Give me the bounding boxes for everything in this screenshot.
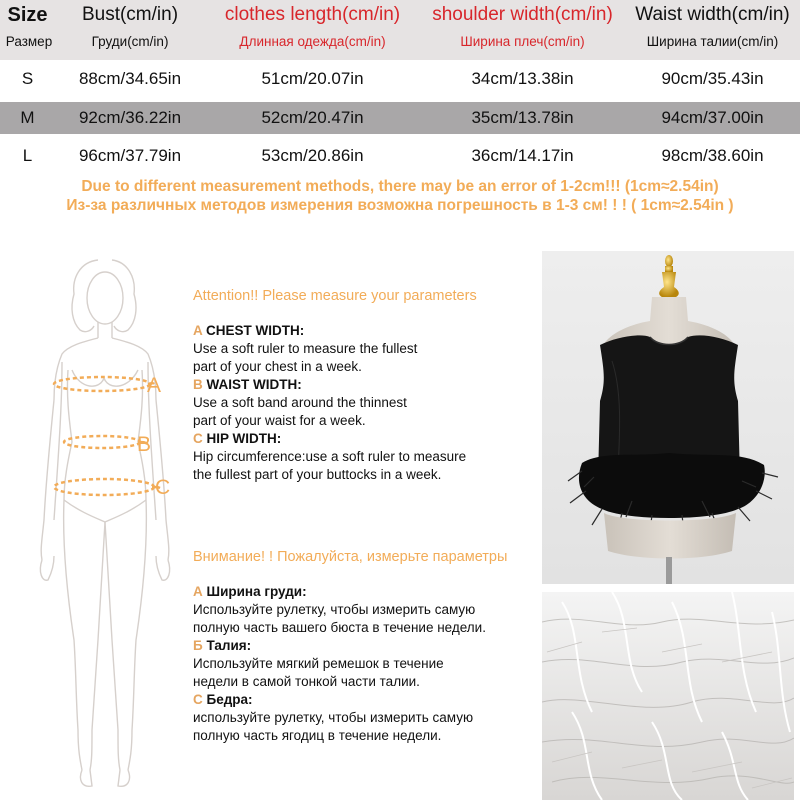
hip-heading: C HIP WIDTH:: [193, 431, 282, 446]
label-b: B: [137, 433, 152, 456]
bust-cell: 88cm/34.65in: [78, 69, 182, 88]
instructions-ru: [193, 548, 533, 745]
shoulder-cell: 36cm/14.17in: [471, 146, 574, 165]
chest-line-ru: Используйте рулетку, чтобы измерить самую: [193, 602, 476, 617]
instructions-en: [193, 287, 533, 484]
header-length: clothes length(cm/in): [224, 4, 401, 25]
chest-line: part of your chest in a week.: [193, 359, 362, 374]
product-photo-feather-detail: [542, 592, 794, 800]
waist-line: part of your waist for a week.: [193, 413, 366, 428]
header-waist-ru: Ширина талии(cm/in): [646, 34, 779, 49]
length-cell: 52cm/20.47in: [261, 108, 364, 127]
body-outline-drawing: [20, 250, 190, 795]
bust-cell: 96cm/37.79in: [78, 146, 182, 165]
bust-cell: 92cm/36.22in: [78, 108, 182, 127]
waist-cell: 98cm/38.60in: [661, 146, 764, 165]
header-bust-ru: Груди(cm/in): [91, 34, 169, 49]
hip-line: the fullest part of your buttocks in a week.: [193, 467, 442, 482]
chest-line-ru: полную часть вашего бюста в течение недели.: [193, 620, 486, 635]
header-size: Size: [7, 4, 48, 26]
product-photo-mannequin: [542, 251, 794, 584]
table-header: [0, 0, 800, 60]
waist-heading: B WAIST WIDTH:: [193, 377, 302, 392]
header-shoulder-ru: Ширина плеч(cm/in): [460, 34, 585, 49]
hip-line-ru: полную часть ягодиц в течение недели.: [193, 728, 442, 743]
waist-heading-ru: Б Талия:: [193, 638, 252, 653]
waist-line: Use a soft band around the thinnest: [193, 395, 407, 410]
table-row: [0, 102, 800, 134]
header-shoulder: shoulder width(cm/in): [432, 4, 613, 25]
size-cell: S: [21, 69, 34, 88]
waist-line-ru: Используйте мягкий ремешок в течение: [193, 656, 444, 671]
waist-line-ru: недели в самой тонкой части талии.: [193, 674, 420, 689]
measurement-note-en: Due to different measurement methods, there may be an error of 1-2cm!!! (1cm≈2.54in): [81, 178, 719, 195]
header-waist: Waist width(cm/in): [635, 4, 790, 25]
instructions-ru-title: Внимание! ! Пожалуйста, измерьте параметры: [193, 549, 508, 565]
header-bust: Bust(cm/in): [81, 4, 179, 25]
label-a: A: [147, 374, 162, 397]
chest-line: Use a soft ruler to measure the fullest: [193, 341, 418, 356]
shoulder-cell: 35cm/13.78in: [471, 108, 574, 127]
waist-cell: 90cm/35.43in: [661, 69, 764, 88]
hip-line: Hip circumference:use a soft ruler to measure: [193, 449, 467, 464]
hip-heading-ru: С Бедра:: [193, 692, 253, 707]
waist-cell: 94cm/37.00in: [661, 108, 764, 127]
size-table: [0, 0, 800, 165]
length-cell: 53cm/20.86in: [261, 146, 364, 165]
table-row: [0, 63, 800, 95]
body-measurement-figure: [20, 250, 190, 795]
table-row: [0, 140, 800, 172]
instructions-en-title: Attention!! Please measure your parameters: [193, 288, 477, 304]
header-size-ru: Размер: [5, 34, 53, 49]
header-length-ru: Длинная одежда(cm/in): [239, 34, 386, 49]
size-cell: L: [22, 146, 33, 165]
label-c: C: [155, 476, 171, 499]
hip-line-ru: используйте рулетку, чтобы измерить самую: [193, 710, 474, 725]
length-cell: 51cm/20.07in: [261, 69, 364, 88]
chest-heading: A CHEST WIDTH:: [193, 323, 305, 338]
chest-heading-ru: А Ширина груди:: [193, 584, 307, 599]
shoulder-cell: 34cm/13.38in: [471, 69, 574, 88]
size-cell: M: [20, 108, 35, 127]
measurement-note-ru: Из-за различных методов измерения возможна погрешность в 1-3 см! ! ! ( 1cm≈2.54in ): [66, 197, 734, 214]
